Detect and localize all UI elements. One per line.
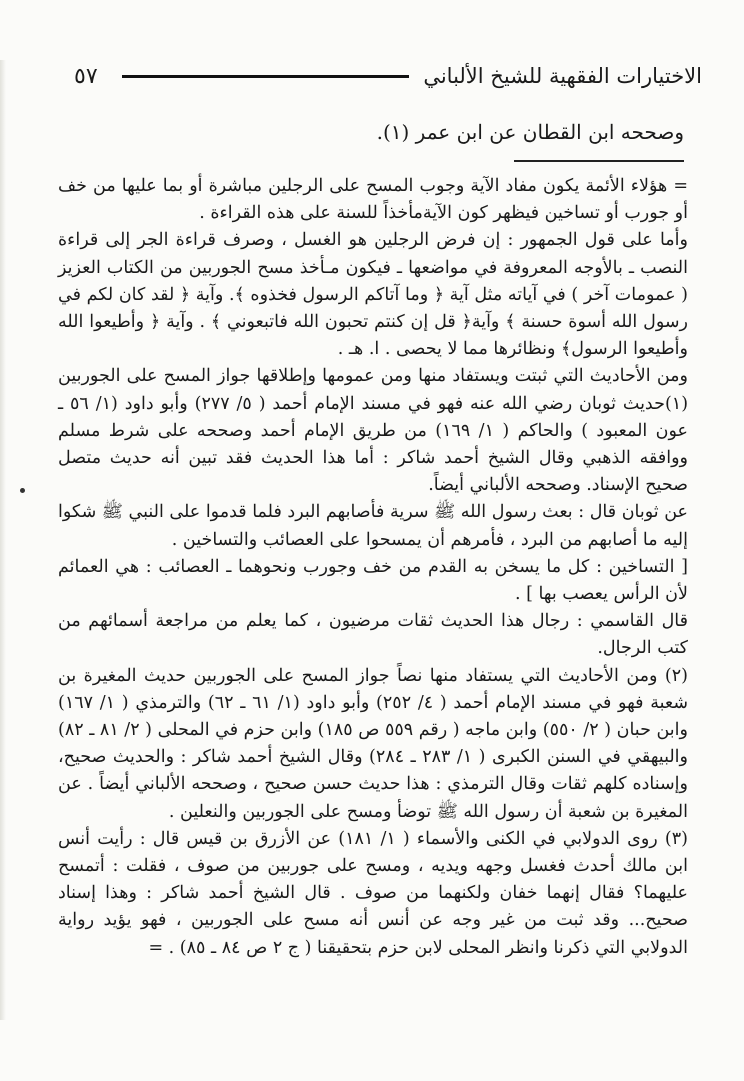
book-title: الاختيارات الفقهية للشيخ الألباني	[423, 64, 702, 88]
page-edge-shadow	[0, 60, 6, 1020]
footnotes-block	[58, 173, 688, 962]
footnote-paragraph: (٢) ومن الأحاديث التي يستفاد منها نصاً جواز المسح على الجوربين حديث المغيرة بن شعبة فهو في مسند الإمام أحمد ( ٤/ ٢٥٢) وأبو داود (١/ ٦١ ـ ٦٢) والترمذي ( ١/ ١٦٧) وابن حبان ( ٢/ ٥٥٠) وابن ماجه ( رقم ٥٥٩ ص ١٨٥) وابن حزم في المحلى ( ٢/ ٨١ ـ ٨٢) والبيهقي في السنن الكبرى ( ١/ ٢٨٣ ـ ٢٨٤) وقال الشيخ أحمد شاكر : والحديث صحيح، وإسناده كلهم ثقات وقال الترمذي : هذا حديث حسن صحيح ، وصححه الألباني أيضاً . عن المغيرة بن شعبة أن رسول الله ﷺ توضأ ومسح على الجوربين والنعلين .	[58, 665, 688, 822]
footnote-paragraph: = هؤلاء الأئمة يكون مفاد الآية وجوب المسح على الرجلين مباشرة أو بما عليها من خف أو جورب أو تساخين فيظهر كون الآيةمأخذاً للسنة على هذه القراءة .	[58, 176, 688, 224]
footnote-paragraph: ومن الأحاديث التي ثبتت ويستفاد منها ومن عمومها وإطلاقها جواز المسح على الجوربين (١)حديث ثوبان رضي الله عنه فهو في مسند الإمام أحمد ( ٥/ ٢٧٧) وأبو داود (١/ ٥٦ ـ عون المعبود ) والحاكم ( ١/ ١٦٩) من طريق الإمام أحمد وصححه على شرط مسلم ووافقه الذهبي وقال الشيخ أحمد شاكر : أما هذا الحديث فقد تبين أنه حديث متصل صحيح الإسناد. وصححه الألباني أيضاً.	[58, 366, 689, 496]
footnote-separator	[514, 160, 684, 162]
footnote-paragraph: عن ثوبان قال : بعث رسول الله ﷺ سرية فأصابهم البرد فلما قدموا على النبي ﷺ شكوا إليه ما أصابهم من البرد ، فأمرهم أن يمسحوا على العصائب والتساخين .	[58, 502, 688, 550]
footnote-paragraph: وأما على قول الجمهور : إن فرض الرجلين هو الغسل ، وصرف قراءة الجر إلى قراءة النصب ـ بالأوجه المعروفة في مواضعها ـ فيكون مـأخذ مسح الجوربين من الكتاب العزيز ( عمومات آخر ) في آياته مثل آية ﴿ وما آتاكم الرسول فخذوه ﴾. وآية ﴿ لقد كان لكم في رسول الله أسوة حسنة ﴾ وآية﴿ قل إن كنتم تحبون الله فاتبعوني ﴾ . وآية ﴿ وأطيعوا الله وأطيعوا الرسول﴾ ونظائرها مما لا يحصى . ا. هـ .	[58, 230, 688, 360]
footnote-paragraph: قال القاسمي : رجال هذا الحديث ثقات مرضيون ، كما يعلم من مراجعة أسمائهم من كتب الرجال.	[58, 611, 688, 659]
main-text: وصححه ابن القطان عن ابن عمر (١).	[376, 120, 684, 144]
footnote-paragraph: [ التساخين : كل ما يسخن به القدم من خف وجورب ونحوهما ـ العصائب : هي العمائم لأن الرأس يعصب بها ] .	[58, 556, 688, 605]
page-number: ٥٧	[74, 63, 98, 89]
margin-dot	[20, 488, 25, 493]
footnote-paragraph: (٣) روى الدولابي في الكنى والأسماء ( ١/ ١٨١) عن الأزرق بن قيس قال : رأيت أنس ابن مالك أحدث فغسل وجهه ويديه ، ومسح على جوربين من صوف ، فقلت : أتمسح عليهما؟ فقال إنهما خفان ولكنهما من صوف . قال الشيخ أحمد شاكر : وهذا إسناد صحيح... وقد ثبت من غير وجه عن أنس أنه مسح على الجوربين ، فهو يؤيد رواية الدولابي التي ذكرنا وانظر المحلى لابن حزم بتحقيقنا ( ج ٢ ص ٨٤ ـ ٨٥) . =	[58, 828, 688, 958]
header-rule	[122, 75, 410, 78]
running-header	[74, 58, 702, 94]
